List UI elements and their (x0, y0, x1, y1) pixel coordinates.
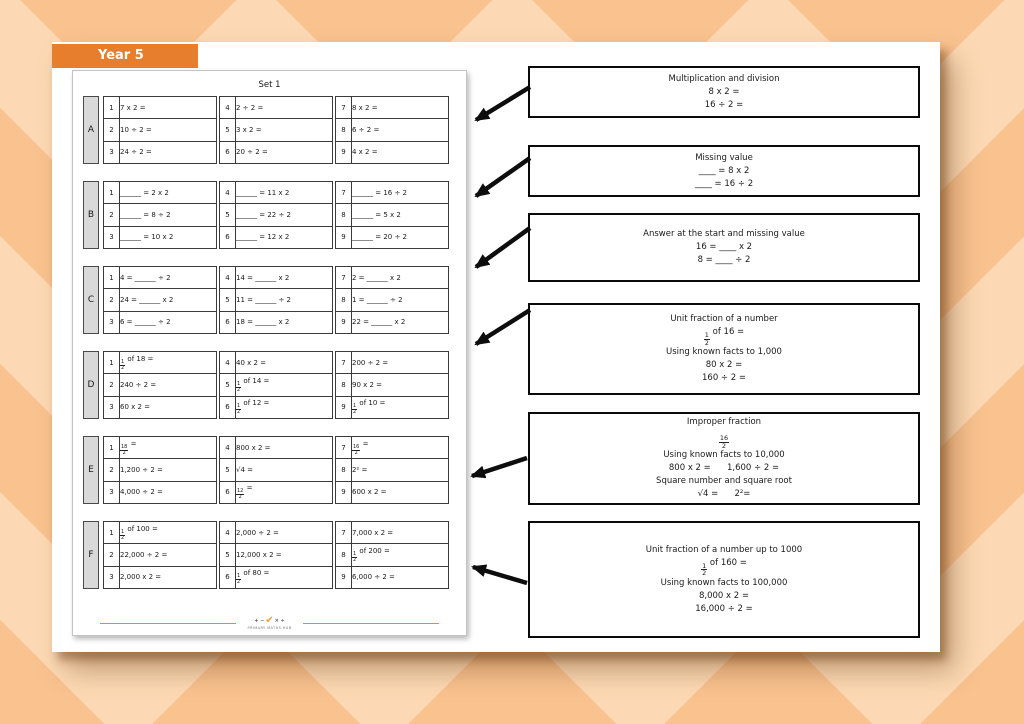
question-group (335, 181, 449, 249)
fraction: $\frac{1}{2}$ (121, 528, 125, 541)
note-line: $\frac{1}{2}$ of 160 = (702, 557, 747, 577)
question-number: 2 (104, 374, 120, 396)
question-number: 3 (104, 481, 120, 503)
question-group (335, 266, 449, 334)
question-cell: 4 = ______ ÷ 2 (120, 267, 217, 289)
note-box-6 (528, 521, 920, 638)
question-cell: 1,200 ÷ 2 = (120, 459, 217, 481)
question-number: 5 (220, 119, 236, 141)
fraction: $\frac{16}{2}$ (353, 443, 360, 456)
question-number: 3 (104, 226, 120, 248)
question-cell: 24 = ______ x 2 (120, 289, 217, 311)
question-number: 8 (336, 289, 352, 311)
table-label: E (83, 436, 99, 504)
question-cell: ______ = 20 ÷ 2 (352, 226, 449, 248)
table-label: B (83, 181, 99, 249)
question-cell: 24 ÷ 2 = (120, 141, 217, 163)
question-cell: 4 x 2 = (352, 141, 449, 163)
question-cell: 8 x 2 = (352, 97, 449, 119)
question-number: 2 (104, 204, 120, 226)
question-cell: ______ = 22 ÷ 2 (236, 204, 333, 226)
question-cell: $\frac{12}{2}$ = (236, 481, 333, 503)
question-group (219, 96, 333, 164)
question-number: 7 (336, 352, 352, 374)
question-cell: 2,000 x 2 = (120, 566, 217, 588)
note-line: Answer at the start and missing value (643, 229, 805, 239)
question-group (103, 266, 217, 334)
note-line: Square number and square root (656, 476, 792, 486)
footer-right-rule (303, 623, 439, 624)
question-cell: 6,000 ÷ 2 = (352, 566, 449, 588)
note-line: 80 x 2 = (705, 360, 743, 370)
note-line: Improper fraction (686, 417, 762, 427)
question-cell: 2 ÷ 2 = (236, 97, 333, 119)
logo-plus-minus: + − (254, 618, 265, 624)
note-line: 8 x 2 = (708, 86, 740, 97)
question-number: 4 (220, 352, 236, 374)
question-number: 5 (220, 289, 236, 311)
question-cell: 1 = ______ ÷ 2 (352, 289, 449, 311)
question-number: 8 (336, 374, 352, 396)
arrow-5 (472, 458, 527, 476)
question-number: 1 (104, 267, 120, 289)
question-group (103, 351, 217, 419)
question-table-A (83, 96, 451, 164)
question-number: 5 (220, 544, 236, 566)
question-cell: 14 = ______ x 2 (236, 267, 333, 289)
question-number: 7 (336, 267, 352, 289)
arrow-3 (476, 228, 530, 267)
question-number: 3 (104, 141, 120, 163)
note-line: 8 = ____ ÷ 2 (697, 255, 751, 265)
year-level-label: Year 5 (98, 48, 144, 63)
fraction: $\frac{1}{2}$ (704, 331, 709, 347)
note-line: $\frac{1}{2}$ of 16 = (704, 327, 745, 347)
question-cell: 20 ÷ 2 = (236, 141, 333, 163)
note-line: Missing value (695, 152, 753, 163)
question-number: 6 (220, 566, 236, 588)
table-label: C (83, 266, 99, 334)
question-number: 8 (336, 204, 352, 226)
note-line: √4 = 2²= (697, 489, 751, 499)
question-cell: ______ = 2 x 2 (120, 182, 217, 204)
logo-symbols (254, 617, 284, 625)
question-cell: ______ = 8 ÷ 2 (120, 204, 217, 226)
question-cell: 90 x 2 = (352, 374, 449, 396)
fraction: $\frac{18}{2}$ (121, 443, 128, 456)
question-cell: 6 ÷ 2 = (352, 119, 449, 141)
note-line: 16 = ____ x 2 (695, 242, 753, 252)
question-number: 8 (336, 119, 352, 141)
question-number: 5 (220, 204, 236, 226)
question-number: 1 (104, 182, 120, 204)
question-cell: 2,000 ÷ 2 = (236, 522, 333, 544)
question-number: 9 (336, 311, 352, 333)
note-line: ____ = 16 ÷ 2 (694, 178, 754, 189)
question-cell: 800 x 2 = (236, 437, 333, 459)
note-line: Multiplication and division (668, 73, 780, 84)
question-number: 2 (104, 459, 120, 481)
question-number: 6 (220, 311, 236, 333)
question-cell: ______ = 5 x 2 (352, 204, 449, 226)
question-cell: $\frac{1}{2}$ of 12 = (236, 396, 333, 418)
question-cell: 2 = ______ x 2 (352, 267, 449, 289)
question-cell: 600 x 2 = (352, 481, 449, 503)
question-number: 9 (336, 141, 352, 163)
table-label: D (83, 351, 99, 419)
question-cell: $\frac{1}{2}$ of 14 = (236, 374, 333, 396)
question-group (219, 266, 333, 334)
question-group (219, 521, 333, 589)
tables (83, 96, 451, 606)
note-line: Using known facts to 10,000 (663, 450, 785, 460)
question-table-C (83, 266, 451, 334)
question-number: 4 (220, 522, 236, 544)
question-number: 9 (336, 566, 352, 588)
question-cell: $\frac{1}{2}$ of 100 = (120, 522, 217, 544)
question-number: 4 (220, 97, 236, 119)
question-number: 8 (336, 544, 352, 566)
question-group (103, 521, 217, 589)
question-table-F (83, 521, 451, 589)
note-line: Using known facts to 100,000 (660, 577, 788, 588)
logo-times-divide: × ÷ (274, 618, 285, 624)
question-cell: 3 x 2 = (236, 119, 333, 141)
question-number: 1 (104, 97, 120, 119)
question-cell: 10 ÷ 2 = (120, 119, 217, 141)
question-group (219, 351, 333, 419)
question-number: 8 (336, 459, 352, 481)
question-cell: 40 x 2 = (236, 352, 333, 374)
question-number: 6 (220, 141, 236, 163)
note-line: ____ = 8 x 2 (698, 165, 750, 176)
note-line: Using known facts to 1,000 (666, 347, 782, 357)
footer-left-rule (100, 623, 236, 624)
question-number: 7 (336, 437, 352, 459)
question-cell: 6 = ______ ÷ 2 (120, 311, 217, 333)
table-label: A (83, 96, 99, 164)
question-number: 6 (220, 481, 236, 503)
question-group (219, 436, 333, 504)
question-group (335, 96, 449, 164)
question-number: 3 (104, 311, 120, 333)
question-group (103, 181, 217, 249)
primary-maths-hub-logo (247, 617, 291, 630)
question-cell: $\frac{1}{2}$ of 10 = (352, 396, 449, 418)
question-cell: 60 x 2 = (120, 396, 217, 418)
check-icon: ✔ (265, 615, 274, 626)
question-number: 2 (104, 119, 120, 141)
question-table-E (83, 436, 451, 504)
arrow-2 (476, 158, 530, 196)
arrow-1 (476, 87, 530, 120)
arrow-4 (476, 310, 530, 344)
note-box-5 (528, 412, 920, 505)
question-cell: 11 = ______ ÷ 2 (236, 289, 333, 311)
question-number: 9 (336, 226, 352, 248)
question-number: 9 (336, 396, 352, 418)
question-group (103, 96, 217, 164)
fraction: $\frac{16}{2}$ (719, 434, 729, 450)
arrow-6 (473, 567, 527, 583)
fraction: $\frac{1}{2}$ (702, 561, 707, 577)
question-table-D (83, 351, 451, 419)
question-cell: 12,000 x 2 = (236, 544, 333, 566)
question-cell: $\frac{18}{2}$ = (120, 437, 217, 459)
question-group (335, 436, 449, 504)
note-box-3 (528, 213, 920, 282)
fraction: $\frac{1}{2}$ (237, 380, 241, 393)
question-number: 7 (336, 97, 352, 119)
note-line: 800 x 2 = 1,600 ÷ 2 = (668, 463, 780, 473)
note-line: 8,000 x 2 = (699, 590, 749, 601)
question-cell: 2² = (352, 459, 449, 481)
question-cell: $\frac{1}{2}$ of 200 = (352, 544, 449, 566)
question-cell: 22,000 ÷ 2 = (120, 544, 217, 566)
question-group (103, 436, 217, 504)
question-number: 7 (336, 182, 352, 204)
question-cell: ______ = 11 x 2 (236, 182, 333, 204)
question-number: 2 (104, 289, 120, 311)
question-group (335, 521, 449, 589)
question-cell: $\frac{16}{2}$ = (352, 437, 449, 459)
question-number: 7 (336, 522, 352, 544)
question-cell: $\frac{1}{2}$ of 18 = (120, 352, 217, 374)
question-number: 4 (220, 182, 236, 204)
note-line: 160 ÷ 2 = (702, 373, 746, 383)
question-group (219, 181, 333, 249)
question-number: 5 (220, 374, 236, 396)
question-number: 3 (104, 396, 120, 418)
note-box-4 (528, 303, 920, 395)
question-number: 9 (336, 481, 352, 503)
question-number: 4 (220, 267, 236, 289)
fraction: $\frac{12}{2}$ (237, 488, 244, 501)
note-line: 16,000 ÷ 2 = (695, 603, 753, 614)
question-number: 2 (104, 544, 120, 566)
note-box-2 (528, 145, 920, 197)
question-cell: $\frac{1}{2}$ of 80 = (236, 566, 333, 588)
note-line: 16 ÷ 2 = (704, 99, 744, 110)
table-label: F (83, 521, 99, 589)
set-title: Set 1 (258, 80, 281, 90)
question-cell: 200 ÷ 2 = (352, 352, 449, 374)
worksheet-footer (73, 617, 466, 630)
question-cell: √4 = (236, 459, 333, 481)
question-cell: ______ = 16 ÷ 2 (352, 182, 449, 204)
fraction: $\frac{1}{2}$ (237, 403, 241, 416)
fraction: $\frac{1}{2}$ (121, 358, 125, 371)
question-number: 1 (104, 352, 120, 374)
question-number: 1 (104, 437, 120, 459)
worksheet-page (72, 70, 467, 636)
question-table-B (83, 181, 451, 249)
question-number: 3 (104, 566, 120, 588)
question-number: 6 (220, 396, 236, 418)
question-cell: ______ = 10 x 2 (120, 226, 217, 248)
question-number: 6 (220, 226, 236, 248)
fraction: $\frac{1}{2}$ (353, 550, 357, 563)
question-cell: 18 = ______ x 2 (236, 311, 333, 333)
note-line: Unit fraction of a number up to 1000 (645, 544, 803, 555)
question-cell: 240 ÷ 2 = (120, 374, 217, 396)
logo-brand-text: PRIMARY MATHS HUB (247, 626, 292, 630)
question-cell: 7,000 x 2 = (352, 522, 449, 544)
worksheet-card (52, 42, 940, 652)
question-cell: 22 = ______ x 2 (352, 311, 449, 333)
question-number: 4 (220, 437, 236, 459)
fraction: $\frac{1}{2}$ (237, 573, 241, 586)
question-number: 1 (104, 522, 120, 544)
note-box-1 (528, 66, 920, 118)
question-cell: 7 x 2 = (120, 97, 217, 119)
note-line: Unit fraction of a number (670, 314, 778, 324)
fraction: $\frac{1}{2}$ (353, 403, 357, 416)
year-level-tab (52, 44, 198, 68)
question-group (335, 351, 449, 419)
question-cell: 4,000 ÷ 2 = (120, 481, 217, 503)
note-line (719, 429, 729, 449)
question-number: 5 (220, 459, 236, 481)
question-cell: ______ = 12 x 2 (236, 226, 333, 248)
